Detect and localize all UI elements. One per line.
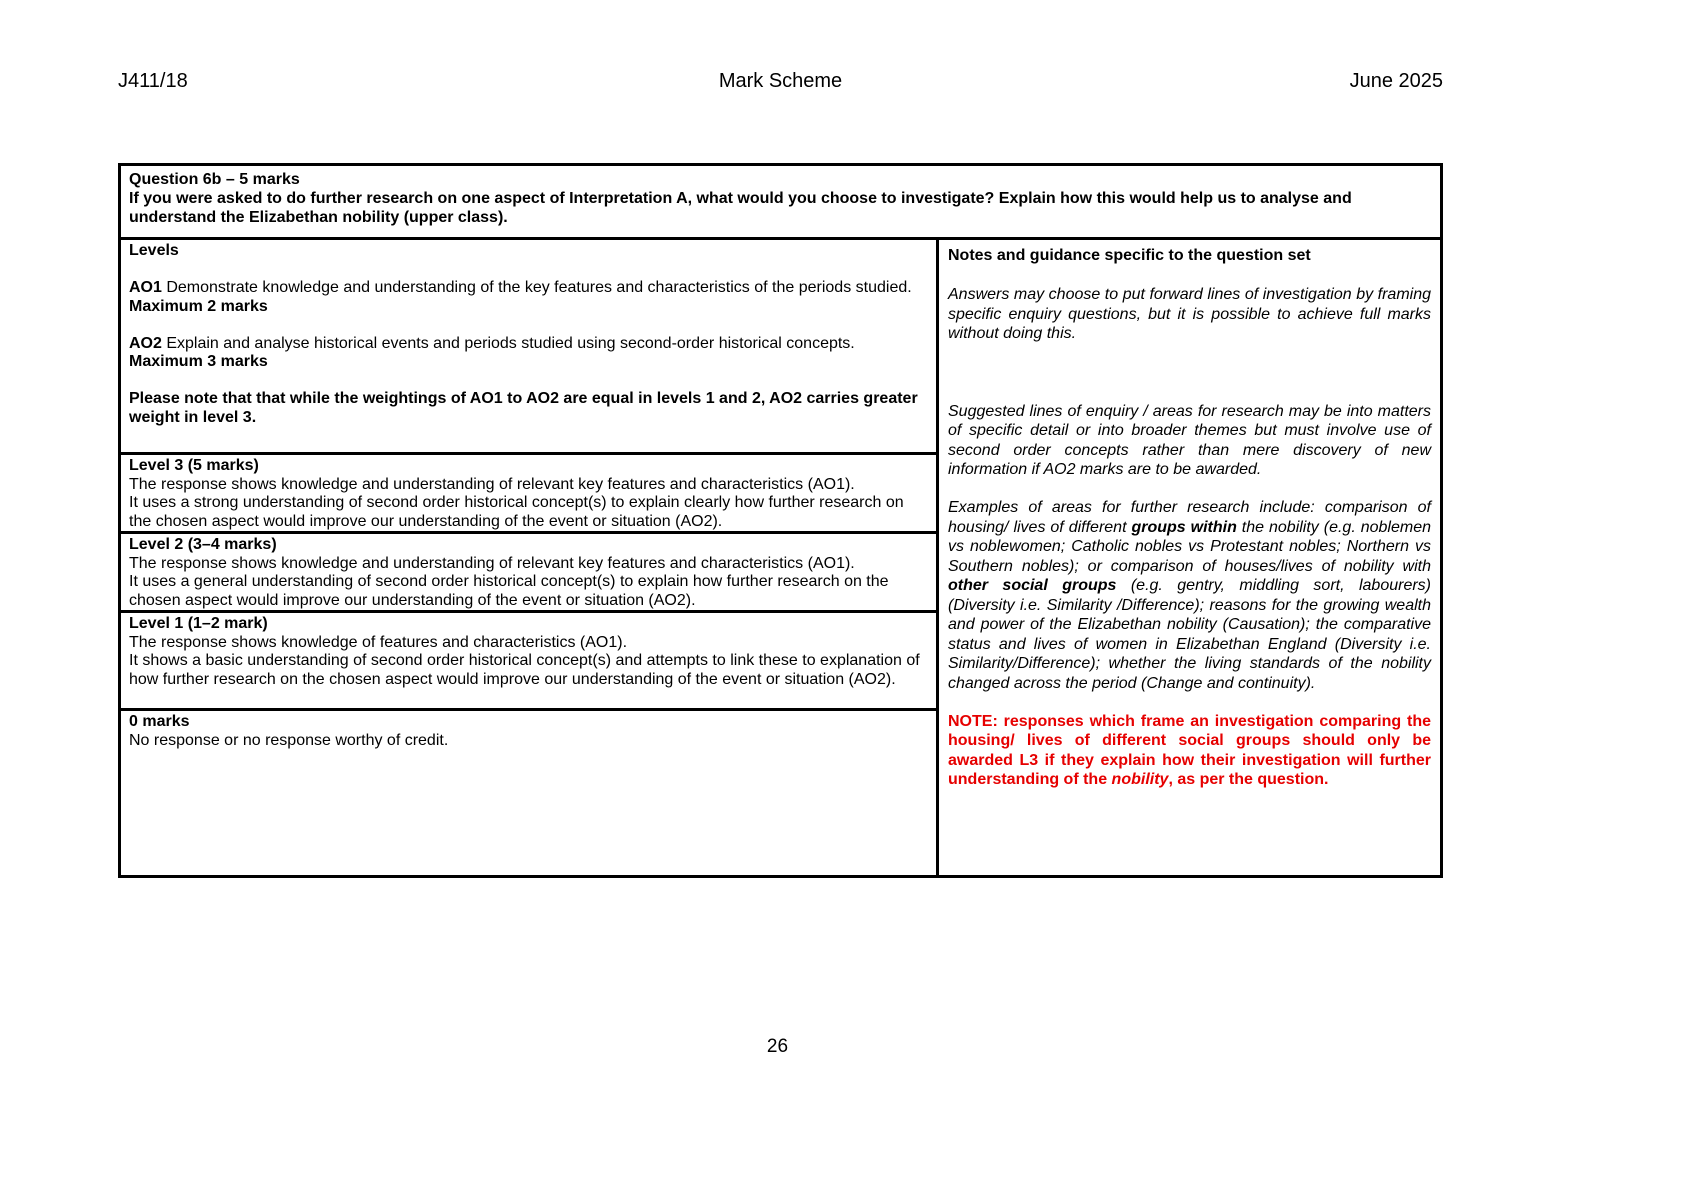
level-2-descriptor-2: It uses a general understanding of second order historical concept(s) to explain how further research on the chosen aspect would improve our understanding of the event or situation (AO2). [129,573,889,609]
red-note-segment: , as per the question. [1168,771,1329,788]
ao2-label: AO2 [129,334,162,352]
red-note-segment: NOTE: responses which frame an investigation comparing the housing/ lives of different social groups should only be awarded L3 if they explain how their investigation will further understanding of the [948,712,1431,788]
ao2-paragraph [129,335,928,372]
levels-heading: Levels [129,242,179,259]
level-2-row [121,531,936,610]
zero-marks-descriptor: No response or no response worthy of credit. [129,731,449,749]
levels-intro-cell [121,240,936,452]
notes-p3-segment: (e.g. gentry, middling sort, labourers) (Diversity i.e. Similarity /Difference); reasons for the growing wealth and power of the Elizabethan nobility (Causation); the comparative status and lives of women in Elizabethan England (Diversity i.e. Similarity/Difference); whether the living standards of the nobility changed across the period (Change and continuity). [948,577,1432,692]
level-1-descriptor-2: It shows a basic understanding of second order historical concept(s) and attempts to link these to explanation of how further research on the chosen aspect would improve our understanding of the event or situation (AO2). [129,652,920,688]
ao1-max-marks: Maximum 2 marks [129,297,268,315]
level-1-descriptor-1: The response shows knowledge of features and characteristics (AO1). [129,633,628,651]
doc-title: Mark Scheme [718,70,843,92]
zero-marks-row [121,708,936,875]
notes-heading: Notes and guidance specific to the question set [948,247,1311,264]
notes-paragraph-1: Answers may choose to put forward lines of investigation by framing specific enquiry questions, but it is possible to achieve full marks without doing this. [948,286,1431,342]
page-number: 26 [766,1036,789,1057]
question-title: Question 6b – 5 marks [129,171,300,188]
notes-paragraph-2: Suggested lines of enquiry / areas for research may be into matters of specific detail or into broader themes but must involve use of second order concepts rather than mere discovery of new information if AO2 marks are to be awarded. [948,402,1431,478]
notes-p3-segment: Examples of areas for further research include: comparison of housing/ lives of different [948,499,1431,536]
notes-paragraph-3 [948,498,1431,693]
level-2-title: Level 2 (3–4 marks) [129,536,277,553]
mark-scheme-table [118,163,1443,878]
doc-date: June 2025 [1349,70,1443,92]
ao2-max-marks: Maximum 3 marks [129,353,268,370]
notes-p3-bold-other-social-groups: other social groups [948,577,1117,594]
ao2-text: Explain and analyse historical events and periods studied using second-order historical concepts. [161,334,855,352]
weighting-note: Please note that that while the weightings of AO1 to AO2 are equal in levels 1 and 2, AO2 carries greater weight in level 3. [129,390,918,426]
level-1-title: Level 1 (1–2 mark) [129,615,268,632]
level-3-descriptor-2: It uses a strong understanding of second order historical concept(s) to explain clearly how further research on the chosen aspect would improve our understanding of the event or situation (AO2). [129,494,904,530]
red-note-paragraph [948,712,1431,790]
notes-p3-segment: the nobility (e.g. noblemen vs noblewomen; Catholic nobles vs Protestant nobles; Northern vs Southern nobles); or comparison of houses/lives of nobility with [948,518,1432,575]
table-body [121,240,1440,875]
question-text: If you were asked to do further research on one aspect of Interpretation A, what would you choose to investigate? Explain how this would help us to analyse and understand the Elizabethan nobility (upper class). [129,190,1352,226]
ao1-text: Demonstrate knowledge and understanding of the key features and characteristics of the periods studied. [161,279,912,296]
question-header-cell [121,166,1440,240]
level-2-descriptor-1: The response shows knowledge and understanding of relevant key features and characteristics (AO1). [129,554,855,572]
notes-column [939,240,1440,875]
red-note-italic-nobility: nobility [1111,771,1169,788]
ao1-paragraph [129,279,928,316]
level-1-row [121,610,936,708]
level-3-descriptor-1: The response shows knowledge and understanding of relevant key features and characteristics (AO1). [129,475,855,493]
notes-p3-bold-groups-within: groups within [1131,518,1237,536]
level-3-title: Level 3 (5 marks) [129,457,259,474]
levels-column [121,240,939,875]
doc-code: J411/18 [118,70,188,92]
level-3-row [121,452,936,531]
page-header [118,70,1443,96]
zero-marks-title: 0 marks [129,713,190,730]
ao1-label: AO1 [129,279,162,296]
